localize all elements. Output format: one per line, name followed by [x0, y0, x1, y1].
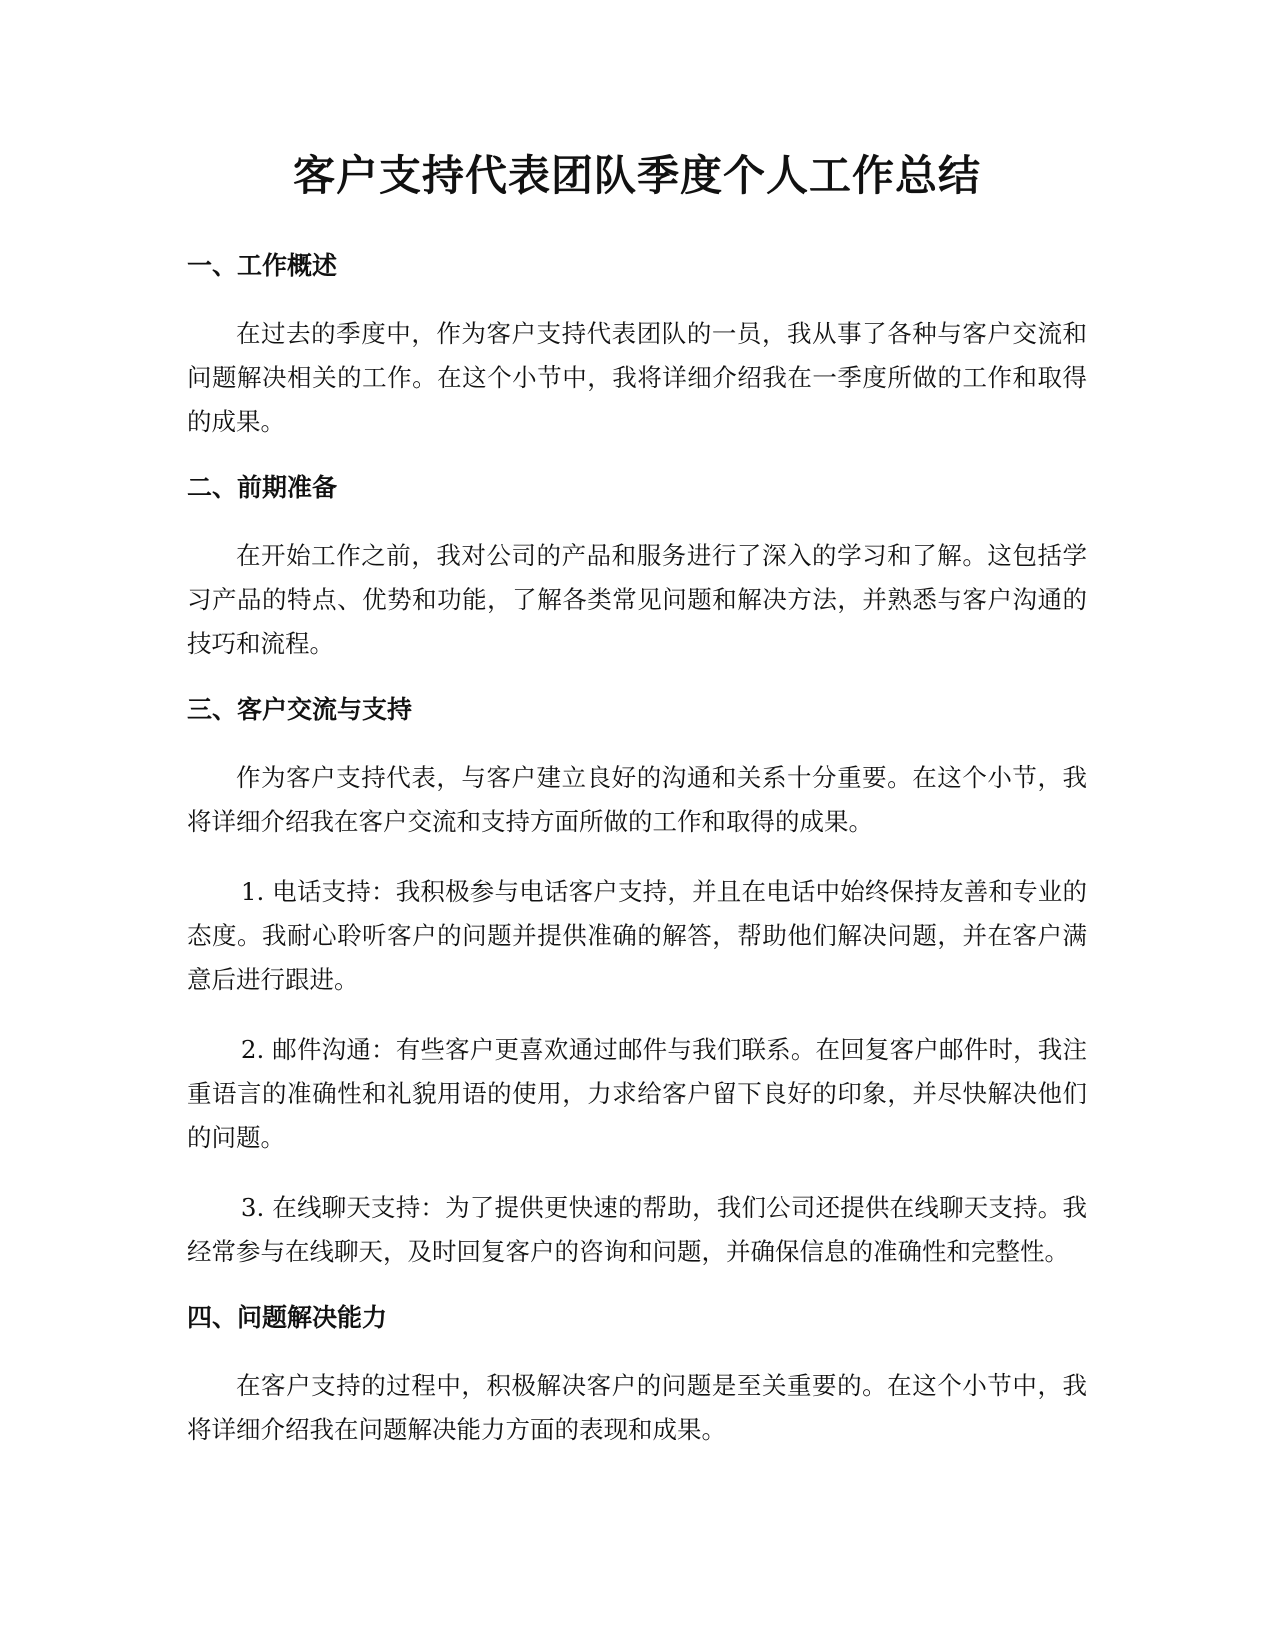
paragraph: 在过去的季度中，作为客户支持代表团队的一员，我从事了各种与客户交流和问题解决相关的工作。在这个小节中，我将详细介绍我在一季度所做的工作和取得的成果。 [187, 319, 1087, 436]
list-item-chat-support: 3. 在线聊天支持：为了提供更快速的帮助，我们公司还提供在线聊天支持。我经常参与在线聊天，及时回复客户的咨询和问题，并确保信息的准确性和完整性。 [187, 1193, 1087, 1266]
section-heading-overview: 一、工作概述 [187, 251, 338, 280]
section-heading-problem-solving: 四、问题解决能力 [187, 1303, 388, 1332]
paragraph: 在开始工作之前，我对公司的产品和服务进行了深入的学习和了解。这包括学习产品的特点、优势和功能，了解各类常见问题和解决方法，并熟悉与客户沟通的技巧和流程。 [187, 541, 1087, 658]
list-item-phone-support: 1. 电话支持：我积极参与电话客户支持，并且在电话中始终保持友善和专业的态度。我耐心聆听客户的问题并提供准确的解答，帮助他们解决问题，并在客户满意后进行跟进。 [187, 877, 1087, 994]
page-title: 客户支持代表团队季度个人工作总结 [292, 151, 981, 200]
document-body [187, 146, 1087, 1478]
section-heading-customer-support: 三、客户交流与支持 [187, 695, 413, 724]
paragraph: 在客户支持的过程中，积极解决客户的问题是至关重要的。在这个小节中，我将详细介绍我在问题解决能力方面的表现和成果。 [187, 1371, 1087, 1444]
section-heading-preparation: 二、前期准备 [187, 473, 338, 502]
list-item-email-support: 2. 邮件沟通：有些客户更喜欢通过邮件与我们联系。在回复客户邮件时，我注重语言的准确性和礼貌用语的使用，力求给客户留下良好的印象，并尽快解决他们的问题。 [187, 1035, 1087, 1152]
paragraph: 作为客户支持代表，与客户建立良好的沟通和关系十分重要。在这个小节，我将详细介绍我在客户交流和支持方面所做的工作和取得的成果。 [187, 763, 1087, 836]
